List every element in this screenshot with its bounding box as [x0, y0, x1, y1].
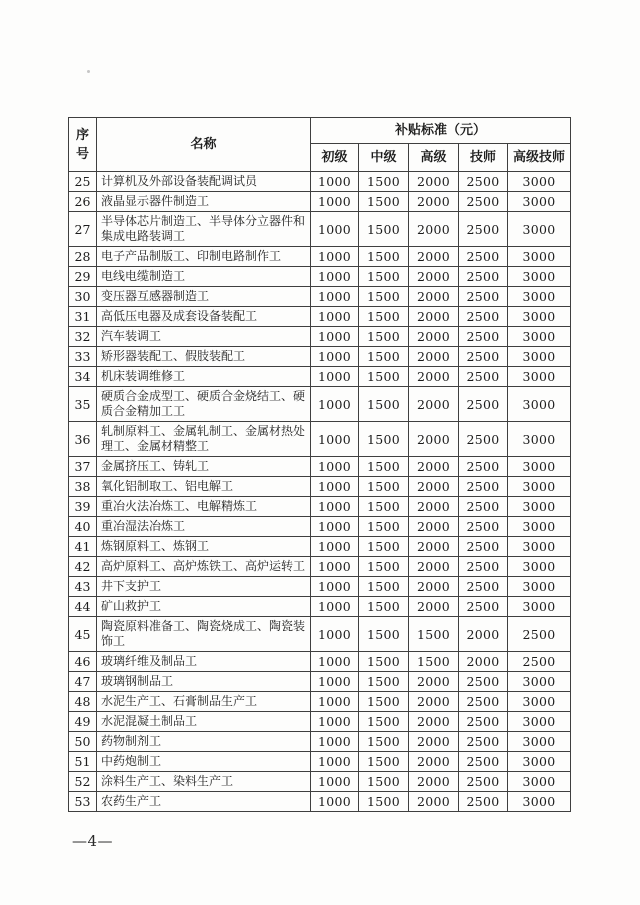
subsidy-value: 1500	[359, 652, 409, 672]
subsidy-value: 1500	[359, 557, 409, 577]
table-row	[69, 557, 571, 577]
subsidy-value: 1500	[359, 577, 409, 597]
subsidy-value: 2000	[409, 732, 459, 752]
subsidy-table	[68, 117, 571, 812]
row-seq-no: 40	[69, 517, 97, 537]
occupation-name: 半导体芯片制造工、半导体分立器件和集成电路装调工	[97, 212, 311, 247]
subsidy-value: 3000	[508, 772, 571, 792]
subsidy-value: 1500	[359, 517, 409, 537]
subsidy-value: 1500	[359, 497, 409, 517]
table-row	[69, 517, 571, 537]
row-seq-no: 34	[69, 367, 97, 387]
row-seq-no: 41	[69, 537, 97, 557]
occupation-name: 重冶火法冶炼工、电解精炼工	[97, 497, 311, 517]
subsidy-value: 3000	[508, 247, 571, 267]
row-seq-no: 25	[69, 172, 97, 192]
row-seq-no: 29	[69, 267, 97, 287]
table-row	[69, 732, 571, 752]
occupation-name: 电子产品制版工、印制电路制作工	[97, 247, 311, 267]
subsidy-value: 3000	[508, 672, 571, 692]
occupation-name: 机床装调维修工	[97, 367, 311, 387]
occupation-name: 电线电缆制造工	[97, 267, 311, 287]
subsidy-value: 2000	[409, 367, 459, 387]
subsidy-value: 2500	[459, 327, 508, 347]
subsidy-value: 2000	[409, 212, 459, 247]
subsidy-value: 2000	[409, 247, 459, 267]
page-number: —4—	[72, 832, 114, 850]
subsidy-value: 1000	[311, 172, 359, 192]
subsidy-value: 1500	[359, 327, 409, 347]
row-seq-no: 26	[69, 192, 97, 212]
table-row	[69, 497, 571, 517]
occupation-name: 井下支护工	[97, 577, 311, 597]
table-row	[69, 457, 571, 477]
occupation-name: 矿山救护工	[97, 597, 311, 617]
subsidy-value: 1000	[311, 367, 359, 387]
subsidy-value: 2500	[459, 537, 508, 557]
header-subsidy-standard-group: 补贴标准（元）	[311, 118, 571, 144]
subsidy-value: 3000	[508, 212, 571, 247]
subsidy-value: 1500	[359, 772, 409, 792]
subsidy-value: 2000	[409, 327, 459, 347]
subsidy-value: 2000	[409, 477, 459, 497]
occupation-name: 玻璃纤维及制品工	[97, 652, 311, 672]
subsidy-value: 2000	[409, 692, 459, 712]
row-seq-no: 50	[69, 732, 97, 752]
subsidy-value: 2500	[459, 477, 508, 497]
occupation-name: 中药炮制工	[97, 752, 311, 772]
table-row	[69, 422, 571, 457]
subsidy-value: 2000	[409, 307, 459, 327]
subsidy-value: 2500	[459, 422, 508, 457]
occupation-name: 高低压电器及成套设备装配工	[97, 307, 311, 327]
table-row	[69, 307, 571, 327]
subsidy-value: 3000	[508, 267, 571, 287]
subsidy-value: 1500	[359, 732, 409, 752]
subsidy-value: 1000	[311, 247, 359, 267]
subsidy-value: 1000	[311, 652, 359, 672]
table-row	[69, 617, 571, 652]
table-row	[69, 387, 571, 422]
subsidy-value: 2000	[409, 172, 459, 192]
table-row	[69, 772, 571, 792]
subsidy-value: 2500	[459, 672, 508, 692]
subsidy-value: 3000	[508, 457, 571, 477]
occupation-name: 汽车装调工	[97, 327, 311, 347]
table-row	[69, 477, 571, 497]
subsidy-value: 2000	[409, 192, 459, 212]
occupation-name: 金属挤压工、铸轧工	[97, 457, 311, 477]
table-body	[69, 172, 571, 812]
subsidy-value: 1500	[359, 692, 409, 712]
subsidy-value: 3000	[508, 497, 571, 517]
header-occupation-name: 名称	[97, 118, 311, 172]
row-seq-no: 46	[69, 652, 97, 672]
row-seq-no: 42	[69, 557, 97, 577]
table-row	[69, 692, 571, 712]
row-seq-no: 53	[69, 792, 97, 812]
row-seq-no: 35	[69, 387, 97, 422]
occupation-name: 水泥混凝土制品工	[97, 712, 311, 732]
subsidy-value: 2500	[459, 347, 508, 367]
subsidy-value: 2000	[409, 267, 459, 287]
subsidy-value: 1000	[311, 617, 359, 652]
row-seq-no: 48	[69, 692, 97, 712]
subsidy-value: 2000	[409, 422, 459, 457]
row-seq-no: 47	[69, 672, 97, 692]
row-seq-no: 37	[69, 457, 97, 477]
occupation-name: 玻璃钢制品工	[97, 672, 311, 692]
row-seq-no: 30	[69, 287, 97, 307]
subsidy-value: 1500	[359, 387, 409, 422]
subsidy-value: 2000	[409, 347, 459, 367]
subsidy-value: 3000	[508, 347, 571, 367]
subsidy-value: 2500	[459, 497, 508, 517]
subsidy-value: 1000	[311, 752, 359, 772]
table-row	[69, 367, 571, 387]
table-row	[69, 537, 571, 557]
subsidy-value: 1000	[311, 577, 359, 597]
row-seq-no: 27	[69, 212, 97, 247]
subsidy-value: 3000	[508, 192, 571, 212]
table-row	[69, 267, 571, 287]
subsidy-value: 1000	[311, 672, 359, 692]
subsidy-value: 3000	[508, 732, 571, 752]
subsidy-value: 1500	[359, 477, 409, 497]
subsidy-value: 3000	[508, 537, 571, 557]
subsidy-value: 3000	[508, 692, 571, 712]
subsidy-value: 2500	[459, 212, 508, 247]
subsidy-value: 1000	[311, 212, 359, 247]
subsidy-value: 1500	[359, 247, 409, 267]
subsidy-value: 3000	[508, 792, 571, 812]
subsidy-value: 1500	[359, 792, 409, 812]
subsidy-value: 2500	[459, 692, 508, 712]
occupation-name: 轧制原料工、金属轧制工、金属材热处理工、金属材精整工	[97, 422, 311, 457]
occupation-name: 药物制剂工	[97, 732, 311, 752]
subsidy-value: 1000	[311, 792, 359, 812]
subsidy-value: 2500	[459, 772, 508, 792]
subsidy-value: 3000	[508, 517, 571, 537]
subsidy-value: 3000	[508, 597, 571, 617]
subsidy-value: 3000	[508, 172, 571, 192]
table-row	[69, 672, 571, 692]
subsidy-value: 2000	[409, 577, 459, 597]
scan-artifact-dot	[87, 70, 90, 73]
subsidy-value: 1500	[409, 617, 459, 652]
table-row	[69, 577, 571, 597]
subsidy-value: 1000	[311, 267, 359, 287]
table-row	[69, 792, 571, 812]
subsidy-value: 2500	[459, 457, 508, 477]
subsidy-value: 2000	[409, 672, 459, 692]
subsidy-value: 2500	[459, 267, 508, 287]
subsidy-value: 2000	[409, 517, 459, 537]
subsidy-value: 2000	[459, 617, 508, 652]
occupation-name: 涂料生产工、染料生产工	[97, 772, 311, 792]
subsidy-value: 1000	[311, 192, 359, 212]
subsidy-value: 1500	[359, 597, 409, 617]
subsidy-value: 1000	[311, 692, 359, 712]
subsidy-value: 3000	[508, 307, 571, 327]
row-seq-no: 43	[69, 577, 97, 597]
subsidy-value: 2000	[409, 557, 459, 577]
table-row	[69, 712, 571, 732]
occupation-name: 炼钢原料工、炼钢工	[97, 537, 311, 557]
row-seq-no: 31	[69, 307, 97, 327]
subsidy-value: 1500	[359, 537, 409, 557]
subsidy-value: 1000	[311, 477, 359, 497]
subsidy-value: 2500	[459, 712, 508, 732]
row-seq-no: 36	[69, 422, 97, 457]
table-row	[69, 212, 571, 247]
subsidy-value: 1500	[359, 422, 409, 457]
subsidy-value: 2000	[409, 752, 459, 772]
table-row	[69, 752, 571, 772]
occupation-name: 陶瓷原料准备工、陶瓷烧成工、陶瓷装饰工	[97, 617, 311, 652]
row-seq-no: 32	[69, 327, 97, 347]
subsidy-value: 1000	[311, 537, 359, 557]
subsidy-value: 1000	[311, 387, 359, 422]
subsidy-value: 1000	[311, 307, 359, 327]
subsidy-value: 2000	[409, 457, 459, 477]
subsidy-value: 1500	[359, 672, 409, 692]
header-level-intermediate: 中级	[359, 144, 409, 172]
subsidy-value: 1500	[359, 192, 409, 212]
subsidy-value: 2000	[409, 597, 459, 617]
row-seq-no: 52	[69, 772, 97, 792]
row-seq-no: 39	[69, 497, 97, 517]
header-level-primary: 初级	[311, 144, 359, 172]
table-row	[69, 172, 571, 192]
occupation-name: 高炉原料工、高炉炼铁工、高炉运转工	[97, 557, 311, 577]
row-seq-no: 33	[69, 347, 97, 367]
row-seq-no: 44	[69, 597, 97, 617]
row-seq-no: 45	[69, 617, 97, 652]
subsidy-value: 3000	[508, 367, 571, 387]
subsidy-value: 2000	[409, 537, 459, 557]
subsidy-value: 2500	[459, 192, 508, 212]
subsidy-value: 1000	[311, 422, 359, 457]
header-seq-no: 序号	[69, 118, 97, 172]
header-level-advanced: 高级	[409, 144, 459, 172]
subsidy-value: 2500	[459, 287, 508, 307]
subsidy-value: 2500	[459, 387, 508, 422]
occupation-name: 水泥生产工、石膏制品生产工	[97, 692, 311, 712]
table-row	[69, 287, 571, 307]
subsidy-value: 2500	[459, 792, 508, 812]
table-row	[69, 192, 571, 212]
occupation-name: 矫形器装配工、假肢装配工	[97, 347, 311, 367]
subsidy-value: 2000	[409, 712, 459, 732]
subsidy-value: 2000	[459, 652, 508, 672]
subsidy-value: 2500	[459, 557, 508, 577]
subsidy-value: 2000	[409, 792, 459, 812]
subsidy-value: 1000	[311, 347, 359, 367]
subsidy-value: 3000	[508, 387, 571, 422]
subsidy-value: 2000	[409, 497, 459, 517]
subsidy-value: 2500	[459, 307, 508, 327]
subsidy-value: 1000	[311, 497, 359, 517]
row-seq-no: 49	[69, 712, 97, 732]
subsidy-value: 3000	[508, 327, 571, 347]
subsidy-value: 2000	[409, 387, 459, 422]
subsidy-value: 1000	[311, 597, 359, 617]
subsidy-value: 1000	[311, 712, 359, 732]
occupation-name: 农药生产工	[97, 792, 311, 812]
subsidy-value: 1500	[359, 367, 409, 387]
subsidy-value: 1500	[359, 752, 409, 772]
subsidy-value: 1500	[409, 652, 459, 672]
subsidy-value: 1500	[359, 617, 409, 652]
subsidy-value: 1000	[311, 457, 359, 477]
subsidy-value: 3000	[508, 477, 571, 497]
subsidy-value: 3000	[508, 287, 571, 307]
row-seq-no: 28	[69, 247, 97, 267]
occupation-name: 重冶湿法冶炼工	[97, 517, 311, 537]
subsidy-value: 2500	[459, 577, 508, 597]
subsidy-value: 1500	[359, 267, 409, 287]
subsidy-value: 2500	[459, 517, 508, 537]
subsidy-value: 1500	[359, 307, 409, 327]
subsidy-value: 3000	[508, 557, 571, 577]
table-row	[69, 347, 571, 367]
occupation-name: 液晶显示器件制造工	[97, 192, 311, 212]
subsidy-value: 2500	[459, 172, 508, 192]
subsidy-value: 2500	[459, 597, 508, 617]
occupation-name: 氧化铝制取工、铝电解工	[97, 477, 311, 497]
subsidy-value: 2500	[508, 617, 571, 652]
subsidy-value: 3000	[508, 752, 571, 772]
subsidy-value: 1000	[311, 772, 359, 792]
table-row	[69, 247, 571, 267]
table-row	[69, 597, 571, 617]
subsidy-value: 2000	[409, 287, 459, 307]
header-level-technician: 技师	[459, 144, 508, 172]
subsidy-value: 1000	[311, 517, 359, 537]
subsidy-value: 1500	[359, 347, 409, 367]
subsidy-value: 3000	[508, 712, 571, 732]
header-level-senior-technician: 高级技师	[508, 144, 571, 172]
occupation-name: 计算机及外部设备装配调试员	[97, 172, 311, 192]
subsidy-value: 1000	[311, 287, 359, 307]
subsidy-value: 1000	[311, 732, 359, 752]
subsidy-value: 2500	[459, 367, 508, 387]
subsidy-value: 1500	[359, 212, 409, 247]
subsidy-value: 2500	[459, 732, 508, 752]
subsidy-value: 3000	[508, 422, 571, 457]
table-row	[69, 652, 571, 672]
subsidy-value: 1500	[359, 172, 409, 192]
subsidy-value: 2500	[459, 752, 508, 772]
subsidy-value: 3000	[508, 577, 571, 597]
table-header	[69, 118, 571, 172]
row-seq-no: 38	[69, 477, 97, 497]
subsidy-value: 1500	[359, 712, 409, 732]
occupation-name: 硬质合金成型工、硬质合金烧结工、硬质合金精加工工	[97, 387, 311, 422]
occupation-name: 变压器互感器制造工	[97, 287, 311, 307]
subsidy-value: 1000	[311, 327, 359, 347]
table-row	[69, 327, 571, 347]
subsidy-value: 2500	[508, 652, 571, 672]
subsidy-value: 1000	[311, 557, 359, 577]
subsidy-value: 1500	[359, 287, 409, 307]
subsidy-value: 2500	[459, 247, 508, 267]
row-seq-no: 51	[69, 752, 97, 772]
subsidy-value: 1500	[359, 457, 409, 477]
subsidy-value: 2000	[409, 772, 459, 792]
